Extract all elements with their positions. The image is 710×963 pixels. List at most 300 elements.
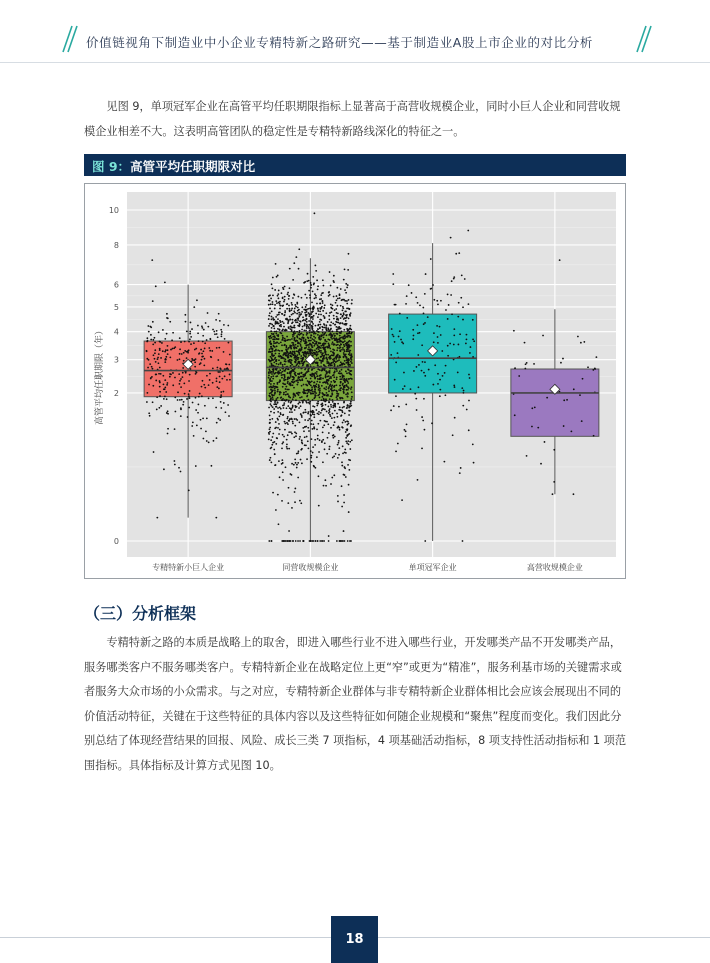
data-point bbox=[209, 379, 211, 381]
data-point bbox=[317, 365, 319, 367]
data-point bbox=[341, 299, 343, 301]
data-point bbox=[310, 313, 312, 315]
data-point bbox=[577, 336, 579, 338]
data-point bbox=[195, 397, 197, 399]
data-point bbox=[323, 424, 325, 426]
data-point bbox=[336, 287, 338, 289]
data-point bbox=[287, 502, 289, 504]
data-point bbox=[192, 421, 194, 423]
y-tick-label: 3 bbox=[113, 355, 119, 365]
data-point bbox=[282, 371, 284, 373]
data-point bbox=[278, 338, 280, 340]
data-point bbox=[341, 410, 343, 412]
data-point bbox=[323, 414, 325, 416]
data-point bbox=[285, 379, 287, 381]
data-point bbox=[325, 324, 327, 326]
data-point bbox=[314, 439, 316, 441]
data-point bbox=[219, 376, 221, 378]
data-point bbox=[183, 360, 185, 362]
data-point bbox=[219, 419, 221, 421]
data-point bbox=[319, 377, 321, 379]
data-point bbox=[343, 318, 345, 320]
data-point bbox=[286, 336, 288, 338]
data-point bbox=[322, 360, 324, 362]
data-point bbox=[319, 303, 321, 305]
data-point bbox=[306, 436, 308, 438]
data-point bbox=[281, 459, 283, 461]
data-point bbox=[321, 370, 323, 372]
data-point bbox=[317, 344, 319, 346]
data-point bbox=[342, 540, 344, 542]
data-point bbox=[293, 310, 295, 312]
data-point bbox=[285, 466, 287, 468]
data-point bbox=[314, 540, 316, 542]
data-point bbox=[324, 339, 326, 341]
data-point bbox=[464, 278, 466, 280]
data-point bbox=[415, 296, 417, 298]
data-point bbox=[343, 375, 345, 377]
data-point bbox=[285, 330, 287, 332]
data-point bbox=[322, 310, 324, 312]
data-point bbox=[321, 300, 323, 302]
data-point bbox=[289, 372, 291, 374]
data-point bbox=[347, 364, 349, 366]
data-point bbox=[316, 303, 318, 305]
data-point bbox=[162, 329, 164, 331]
data-point bbox=[313, 465, 315, 467]
data-point bbox=[340, 343, 342, 345]
header-slash-right-icon bbox=[634, 24, 652, 54]
data-point bbox=[292, 421, 294, 423]
data-point bbox=[205, 430, 207, 432]
data-point bbox=[269, 312, 271, 314]
data-point bbox=[299, 333, 301, 335]
data-point bbox=[344, 421, 346, 423]
data-point bbox=[174, 411, 176, 413]
data-point bbox=[159, 382, 161, 384]
data-point bbox=[288, 540, 290, 542]
data-point bbox=[298, 331, 300, 333]
data-point bbox=[324, 332, 326, 334]
data-point bbox=[305, 344, 307, 346]
data-point bbox=[292, 381, 294, 383]
data-point bbox=[406, 317, 408, 319]
data-point bbox=[218, 388, 220, 390]
data-point bbox=[394, 304, 396, 306]
data-point bbox=[325, 328, 327, 330]
data-point bbox=[301, 306, 303, 308]
data-point bbox=[462, 306, 464, 308]
x-tick-label: 专精特新小巨人企业 bbox=[152, 563, 225, 572]
data-point bbox=[343, 329, 345, 331]
data-point bbox=[281, 447, 283, 449]
data-point bbox=[329, 385, 331, 387]
data-point bbox=[346, 303, 348, 305]
data-point bbox=[332, 323, 334, 325]
data-point bbox=[336, 357, 338, 359]
data-point bbox=[275, 406, 277, 408]
data-point bbox=[195, 465, 197, 467]
data-point bbox=[345, 344, 347, 346]
data-point bbox=[282, 374, 284, 376]
data-point bbox=[349, 441, 351, 443]
data-point bbox=[296, 350, 298, 352]
data-point bbox=[416, 366, 418, 368]
data-point bbox=[173, 347, 175, 349]
data-point bbox=[343, 279, 345, 281]
data-point bbox=[280, 372, 282, 374]
data-point bbox=[283, 322, 285, 324]
data-point bbox=[163, 398, 165, 400]
data-point bbox=[313, 284, 315, 286]
data-point bbox=[308, 315, 310, 317]
data-point bbox=[332, 406, 334, 408]
data-point bbox=[344, 289, 346, 291]
data-point bbox=[304, 361, 306, 363]
data-point bbox=[270, 330, 272, 332]
data-point bbox=[428, 369, 430, 371]
data-point bbox=[338, 442, 340, 444]
data-point bbox=[342, 427, 344, 429]
data-point bbox=[319, 388, 321, 390]
data-point bbox=[337, 403, 339, 405]
data-point bbox=[455, 253, 457, 255]
data-point bbox=[422, 307, 424, 309]
data-point bbox=[337, 501, 339, 503]
data-point bbox=[462, 540, 464, 542]
data-point bbox=[417, 479, 419, 481]
data-point bbox=[165, 391, 167, 393]
data-point bbox=[268, 304, 270, 306]
data-point bbox=[288, 389, 290, 391]
data-point bbox=[347, 540, 349, 542]
data-point bbox=[582, 378, 584, 380]
data-point bbox=[343, 494, 345, 496]
data-point bbox=[453, 385, 455, 387]
data-point bbox=[333, 374, 335, 376]
data-point bbox=[188, 341, 190, 343]
data-point bbox=[284, 376, 286, 378]
data-point bbox=[348, 358, 350, 360]
data-point bbox=[280, 408, 282, 410]
data-point bbox=[269, 308, 271, 310]
data-point bbox=[318, 331, 320, 333]
data-point bbox=[296, 303, 298, 305]
data-point bbox=[289, 308, 291, 310]
data-point bbox=[465, 343, 467, 345]
data-point bbox=[157, 358, 159, 360]
data-point bbox=[349, 314, 351, 316]
data-point bbox=[276, 345, 278, 347]
data-point bbox=[330, 381, 332, 383]
data-point bbox=[188, 380, 190, 382]
data-point bbox=[277, 391, 279, 393]
data-point bbox=[339, 385, 341, 387]
data-point bbox=[278, 353, 280, 355]
data-point bbox=[289, 339, 291, 341]
data-point bbox=[301, 439, 303, 441]
data-point bbox=[293, 333, 295, 335]
data-point bbox=[325, 389, 327, 391]
data-point bbox=[335, 308, 337, 310]
data-point bbox=[169, 321, 171, 323]
data-point bbox=[330, 307, 332, 309]
data-point bbox=[346, 428, 348, 430]
data-point bbox=[421, 370, 423, 372]
data-point bbox=[344, 310, 346, 312]
data-point bbox=[345, 440, 347, 442]
data-point bbox=[345, 343, 347, 345]
data-point bbox=[268, 374, 270, 376]
data-point bbox=[331, 394, 333, 396]
data-point bbox=[315, 409, 317, 411]
data-point bbox=[200, 428, 202, 430]
data-point bbox=[284, 338, 286, 340]
y-tick-label: 2 bbox=[113, 388, 119, 398]
data-point bbox=[209, 338, 211, 340]
data-point bbox=[223, 402, 225, 404]
data-point bbox=[288, 395, 290, 397]
data-point bbox=[309, 540, 311, 542]
data-point bbox=[514, 414, 516, 416]
data-point bbox=[310, 287, 312, 289]
data-point bbox=[334, 324, 336, 326]
data-point bbox=[424, 375, 426, 377]
data-point bbox=[273, 408, 275, 410]
data-point bbox=[215, 407, 217, 409]
data-point bbox=[342, 453, 344, 455]
data-point bbox=[197, 404, 199, 406]
data-point bbox=[336, 395, 338, 397]
data-point bbox=[291, 433, 293, 435]
data-point bbox=[276, 359, 278, 361]
data-point bbox=[312, 276, 314, 278]
data-point bbox=[310, 461, 312, 463]
data-point bbox=[297, 477, 299, 479]
data-point bbox=[159, 395, 161, 397]
data-point bbox=[330, 285, 332, 287]
data-point bbox=[342, 422, 344, 424]
data-point bbox=[300, 345, 302, 347]
data-point bbox=[348, 369, 350, 371]
data-point bbox=[320, 324, 322, 326]
data-point bbox=[350, 355, 352, 357]
data-point bbox=[295, 435, 297, 437]
data-point bbox=[309, 313, 311, 315]
data-point bbox=[271, 354, 273, 356]
data-point bbox=[219, 367, 221, 369]
data-point bbox=[317, 368, 319, 370]
data-point bbox=[338, 454, 340, 456]
data-point bbox=[310, 308, 312, 310]
data-point bbox=[295, 462, 297, 464]
data-point bbox=[316, 381, 318, 383]
data-point bbox=[274, 388, 276, 390]
data-point bbox=[294, 356, 296, 358]
data-point bbox=[287, 405, 289, 407]
data-point bbox=[306, 327, 308, 329]
data-point bbox=[338, 447, 340, 449]
data-point bbox=[319, 346, 321, 348]
data-point bbox=[453, 328, 455, 330]
data-point bbox=[336, 316, 338, 318]
data-point bbox=[300, 413, 302, 415]
data-point bbox=[336, 354, 338, 356]
data-point bbox=[284, 299, 286, 301]
data-point bbox=[155, 374, 157, 376]
data-point bbox=[209, 373, 211, 375]
data-point bbox=[324, 442, 326, 444]
data-point bbox=[292, 336, 294, 338]
data-point bbox=[333, 360, 335, 362]
data-point bbox=[298, 407, 300, 409]
data-point bbox=[323, 323, 325, 325]
data-point bbox=[272, 492, 274, 494]
data-point bbox=[150, 378, 152, 380]
data-point bbox=[332, 413, 334, 415]
data-point bbox=[316, 405, 318, 407]
data-point bbox=[328, 401, 330, 403]
data-point bbox=[468, 400, 470, 402]
data-point bbox=[272, 336, 274, 338]
data-point bbox=[224, 338, 226, 340]
data-point bbox=[279, 329, 281, 331]
data-point bbox=[277, 402, 279, 404]
data-point bbox=[282, 321, 284, 323]
data-point bbox=[392, 273, 394, 275]
data-point bbox=[151, 259, 153, 261]
data-point bbox=[320, 294, 322, 296]
data-point bbox=[310, 423, 312, 425]
data-point bbox=[306, 392, 308, 394]
data-point bbox=[320, 334, 322, 336]
data-point bbox=[183, 401, 185, 403]
data-point bbox=[395, 450, 397, 452]
data-point bbox=[291, 359, 293, 361]
data-point bbox=[311, 373, 313, 375]
data-point bbox=[320, 362, 322, 364]
data-point bbox=[300, 357, 302, 359]
data-point bbox=[180, 471, 182, 473]
data-point bbox=[299, 330, 301, 332]
data-point bbox=[343, 392, 345, 394]
data-point bbox=[273, 394, 275, 396]
data-point bbox=[330, 304, 332, 306]
data-point bbox=[201, 356, 203, 358]
data-point bbox=[228, 364, 230, 366]
data-point bbox=[180, 386, 182, 388]
data-point bbox=[216, 378, 218, 380]
data-point bbox=[334, 436, 336, 438]
data-point bbox=[308, 327, 310, 329]
data-point bbox=[351, 439, 353, 441]
data-point bbox=[317, 378, 319, 380]
data-point bbox=[336, 413, 338, 415]
data-point bbox=[286, 346, 288, 348]
data-point bbox=[272, 389, 274, 391]
data-point bbox=[450, 237, 452, 239]
data-point bbox=[204, 348, 206, 350]
data-point bbox=[337, 328, 339, 330]
data-point bbox=[278, 423, 280, 425]
data-point bbox=[303, 352, 305, 354]
data-point bbox=[274, 464, 276, 466]
data-point bbox=[179, 383, 181, 385]
data-point bbox=[311, 316, 313, 318]
data-point bbox=[295, 406, 297, 408]
data-point bbox=[348, 353, 350, 355]
data-point bbox=[347, 464, 349, 466]
data-point bbox=[343, 474, 345, 476]
data-point bbox=[439, 389, 441, 391]
data-point bbox=[270, 540, 272, 542]
data-point bbox=[204, 342, 206, 344]
data-point bbox=[201, 386, 203, 388]
data-point bbox=[299, 436, 301, 438]
data-point bbox=[274, 390, 276, 392]
data-point bbox=[202, 335, 204, 337]
data-point bbox=[292, 297, 294, 299]
data-point bbox=[283, 301, 285, 303]
data-point bbox=[414, 393, 416, 395]
data-point bbox=[351, 303, 353, 305]
data-point bbox=[335, 302, 337, 304]
data-point bbox=[294, 381, 296, 383]
data-point bbox=[305, 330, 307, 332]
data-point bbox=[293, 339, 295, 341]
data-point bbox=[302, 336, 304, 338]
data-point bbox=[292, 384, 294, 386]
data-point bbox=[299, 323, 301, 325]
data-point bbox=[327, 354, 329, 356]
data-point bbox=[290, 356, 292, 358]
data-point bbox=[345, 315, 347, 317]
data-point bbox=[297, 373, 299, 375]
data-point bbox=[220, 401, 222, 403]
data-point bbox=[174, 377, 176, 379]
data-point bbox=[298, 309, 300, 311]
data-point bbox=[345, 283, 347, 285]
data-point bbox=[544, 441, 546, 443]
data-point bbox=[286, 439, 288, 441]
data-point bbox=[398, 406, 400, 408]
data-point bbox=[341, 506, 343, 508]
data-point bbox=[518, 375, 520, 377]
data-point bbox=[210, 356, 212, 358]
data-point bbox=[327, 327, 329, 329]
data-point bbox=[337, 344, 339, 346]
data-point bbox=[279, 320, 281, 322]
data-point bbox=[336, 299, 338, 301]
data-point bbox=[225, 411, 227, 413]
data-point bbox=[271, 318, 273, 320]
data-point bbox=[311, 420, 313, 422]
data-point bbox=[337, 341, 339, 343]
data-point bbox=[227, 325, 229, 327]
data-point bbox=[295, 344, 297, 346]
data-point bbox=[286, 319, 288, 321]
data-point bbox=[289, 287, 291, 289]
data-point bbox=[305, 444, 307, 446]
data-point bbox=[312, 350, 314, 352]
data-point bbox=[320, 360, 322, 362]
data-point bbox=[307, 344, 309, 346]
data-point bbox=[321, 441, 323, 443]
data-point bbox=[322, 302, 324, 304]
data-point bbox=[220, 391, 222, 393]
data-point bbox=[343, 324, 345, 326]
data-point bbox=[152, 343, 154, 345]
